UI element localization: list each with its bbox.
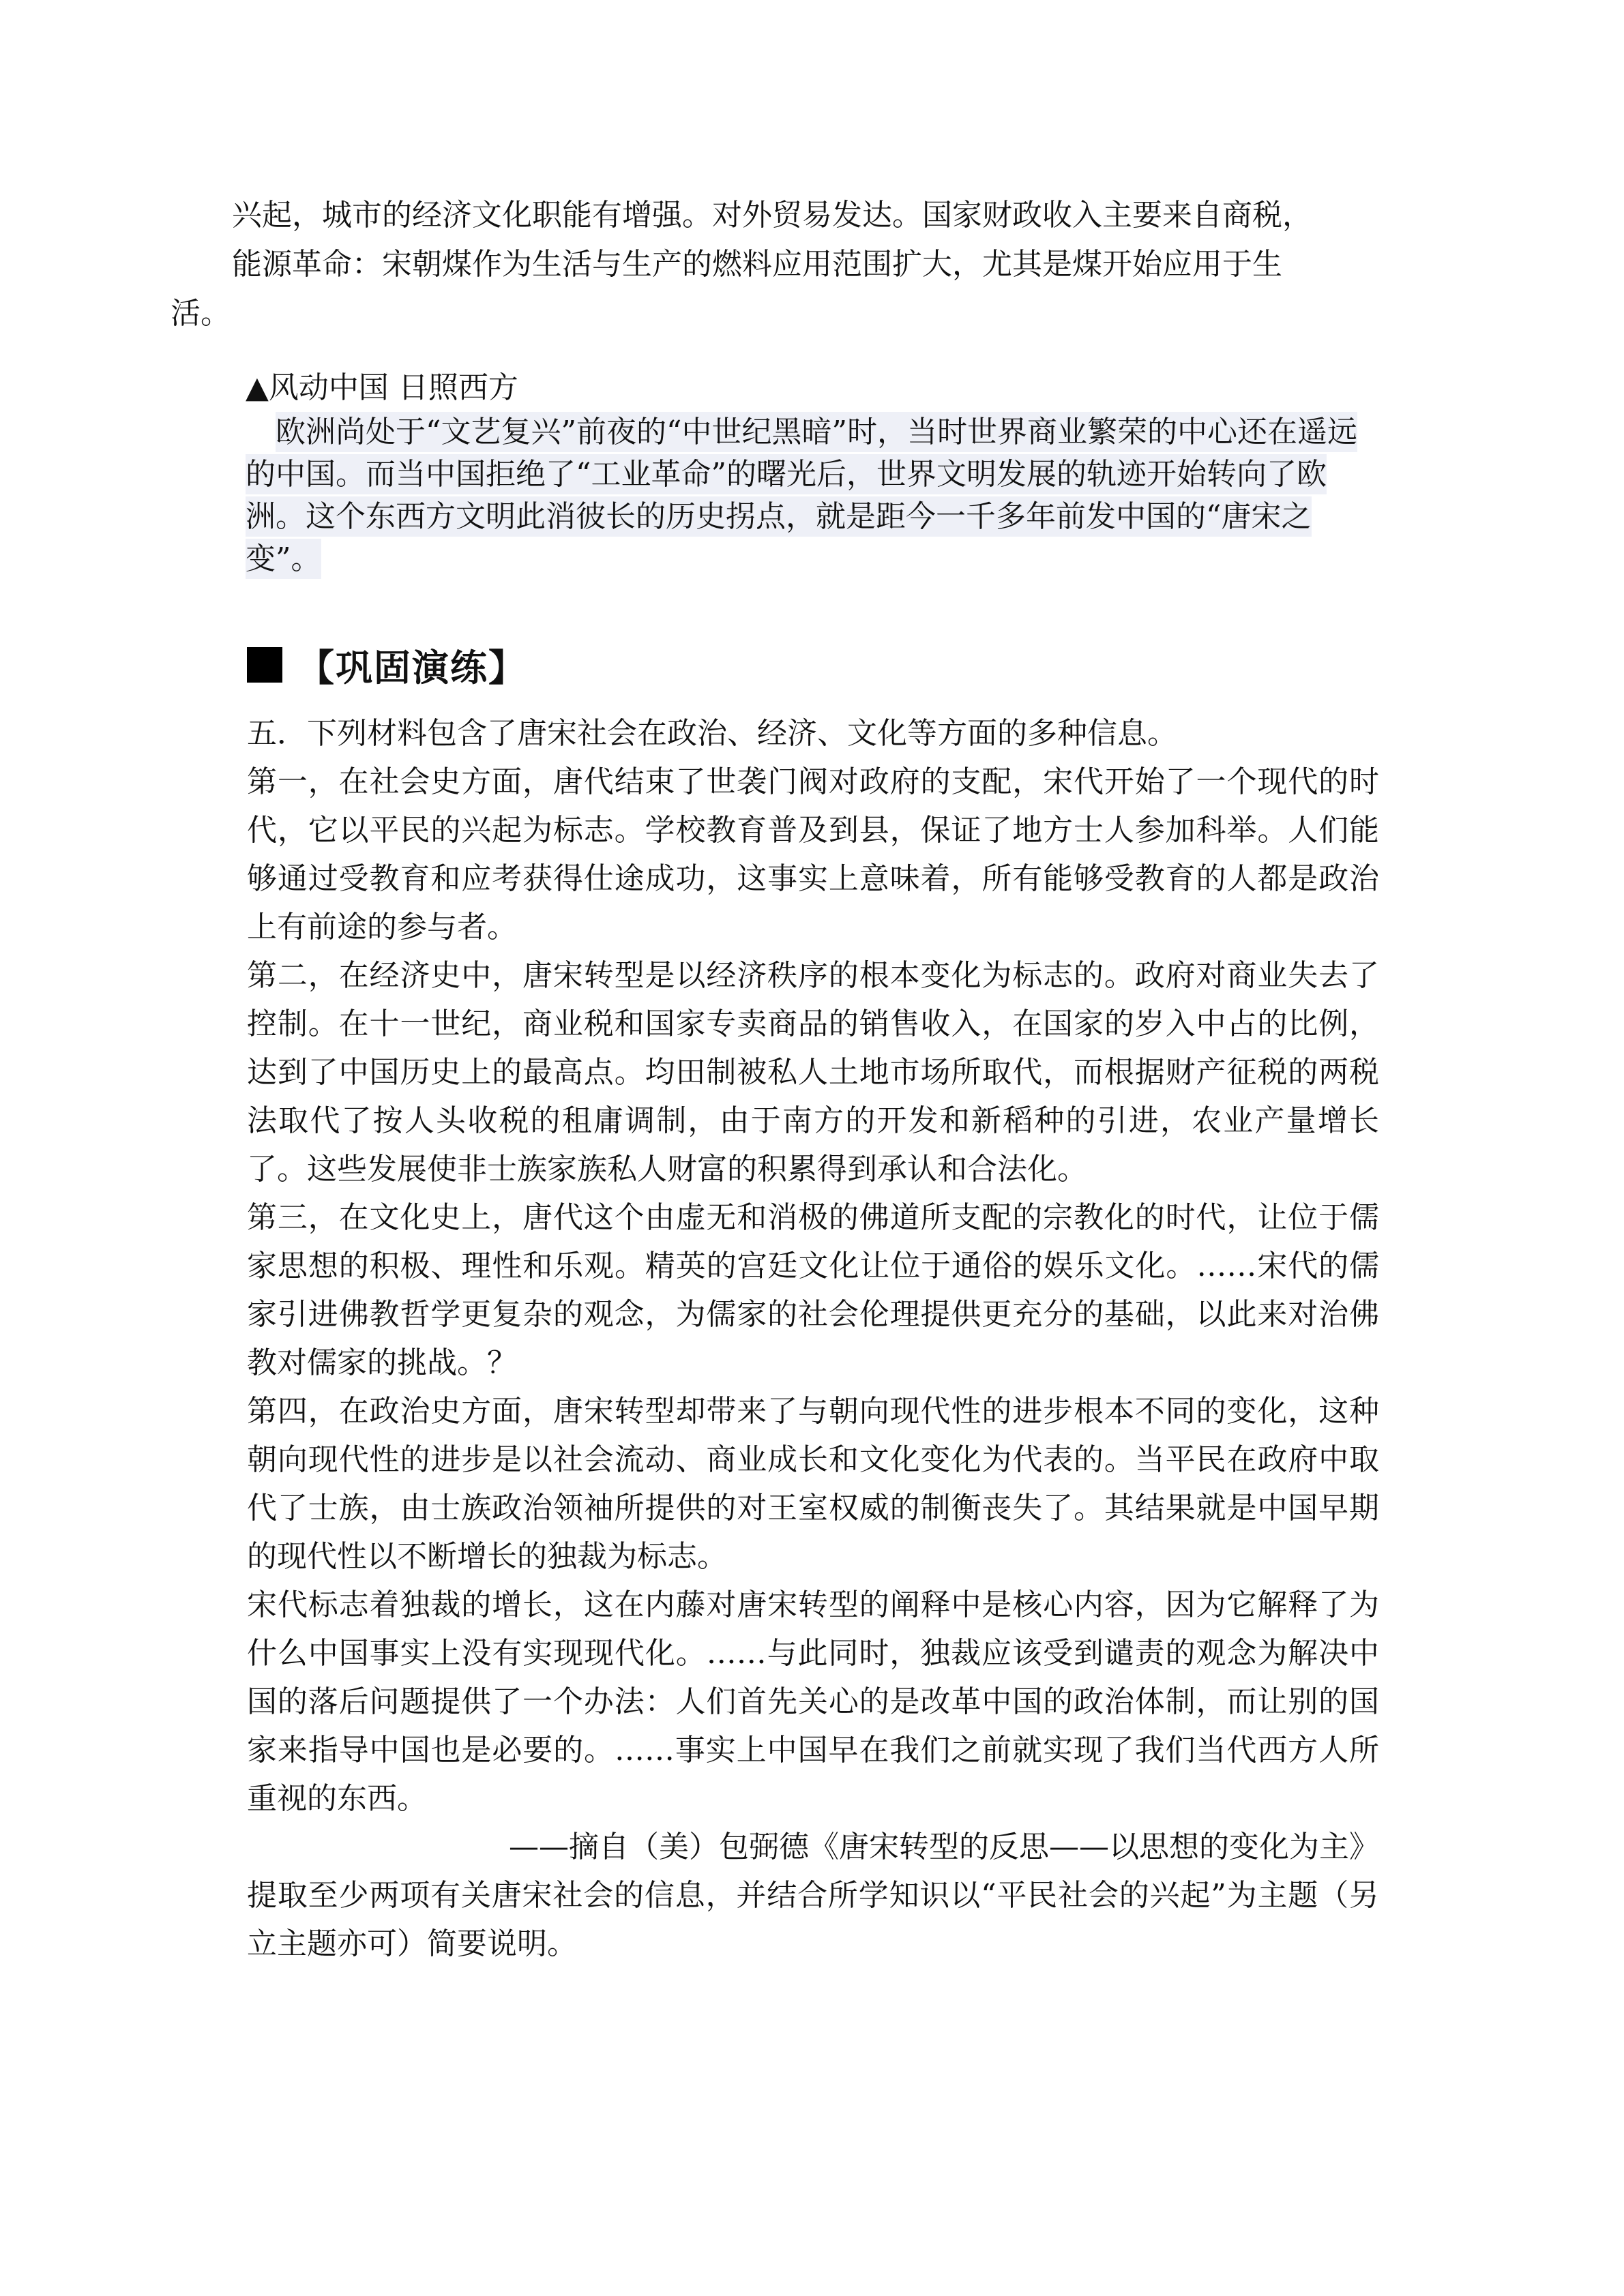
material-paragraph-3: 第三，在文化史上，唐代这个由虚无和消极的佛道所支配的宗教化的时代，让位于儒家思想的积极、理性和乐观。精英的宫廷文化让位于通俗的娱乐文化。……宋代的儒家引进佛教哲学更复杂的观念，为儒家的社会伦理提供更充分的基础，以此来对治佛教对儒家的挑战。？ (247, 1200, 1379, 1380)
section-title: 【巩固演练】 (297, 646, 527, 689)
material-paragraph-2: 第二，在经济史中，唐宋转型是以经济秩序的根本变化为标志的。政府对商业失去了控制。在十一世纪，商业税和国家专卖商品的销售收入，在国家的岁入中占的比例，达到了中国历史上的最高点。均田制被私人土地市场所取代，而根据财产征税的两税法取代了按人头收税的租庸调制，由于南方的开发和新稻种的引进，农业产量增长了。这些发展使非士族家族私人财富的积累得到承认和合法化。 (247, 958, 1379, 1187)
callout-body-text: 欧洲尚处于“文艺复兴”前夜的“中世纪黑暗”时，当时世界商业繁荣的中心还在遥远的中国。而当中国拒绝了“工业革命”的曙光后，世界文明发展的轨迹开始转向了欧洲。这个东西方文明此消彼长的历史拐点，就是距今一千多年前发中国的“唐宋之变”。 (246, 412, 1357, 579)
intro-line-2: 能源革命：宋朝煤作为生活与生产的燃料应用范围扩大，尤其是煤开始应用于生 (232, 247, 1282, 282)
highlight-callout (246, 365, 1378, 580)
material-source: ——摘自（美）包弼德《唐宋转型的反思——以思想的变化为主》 (509, 1830, 1379, 1864)
task-prompt: 提取至少两项有关唐宋社会的信息，并结合所学知识以“平民社会的兴起”为主题（另立主题亦可）简要说明。 (247, 1878, 1379, 1961)
section-heading (247, 641, 527, 689)
exercise-block (247, 709, 1379, 1968)
callout-title: ▲风动中国 日照西方 (246, 370, 518, 405)
material-paragraph-5: 宋代标志着独裁的增长，这在内藤对唐宋转型的阐释中是核心内容，因为它解释了为什么中国事实上没有实现现代化。……与此同时，独裁应该受到谴责的观念为解决中国的落后问题提供了一个办法：人们首先关心的是改革中国的政治体制，而让别的国家来指导中国也是必要的。……事实上中国早在我们之前就实现了我们当代西方人所重视的东西。 (247, 1587, 1379, 1816)
material-paragraph-1: 第一，在社会史方面，唐代结束了世袭门阀对政府的支配，宋代开始了一个现代的时代，它以平民的兴起为标志。学校教育普及到县，保证了地方士人参加科举。人们能够通过受教育和应考获得仕途成功，这事实上意味着，所有能够受教育的人都是政治上有前途的参与者。 (247, 764, 1379, 944)
question-intro: 五．下列材料包含了唐宋社会在政治、经济、文化等方面的多种信息。 (247, 716, 1177, 751)
intro-paragraph (171, 191, 1371, 338)
black-square-icon (247, 647, 282, 683)
intro-line-3: 活。 (171, 296, 231, 331)
intro-line-1: 兴起，城市的经济文化职能有增强。对外贸易发达。国家财政收入主要来自商税， (232, 198, 1312, 233)
material-paragraph-4: 第四，在政治史方面，唐宋转型却带来了与朝向现代性的进步根本不同的变化，这种朝向现代性的进步是以社会流动、商业成长和文化变化为代表的。当平民在政府中取代了士族，由士族政治领袖所提供的对王室权威的制衡丧失了。其结果就是中国早期的现代性以不断增长的独裁为标志。 (247, 1394, 1379, 1574)
callout-body-paragraph (246, 411, 1378, 580)
